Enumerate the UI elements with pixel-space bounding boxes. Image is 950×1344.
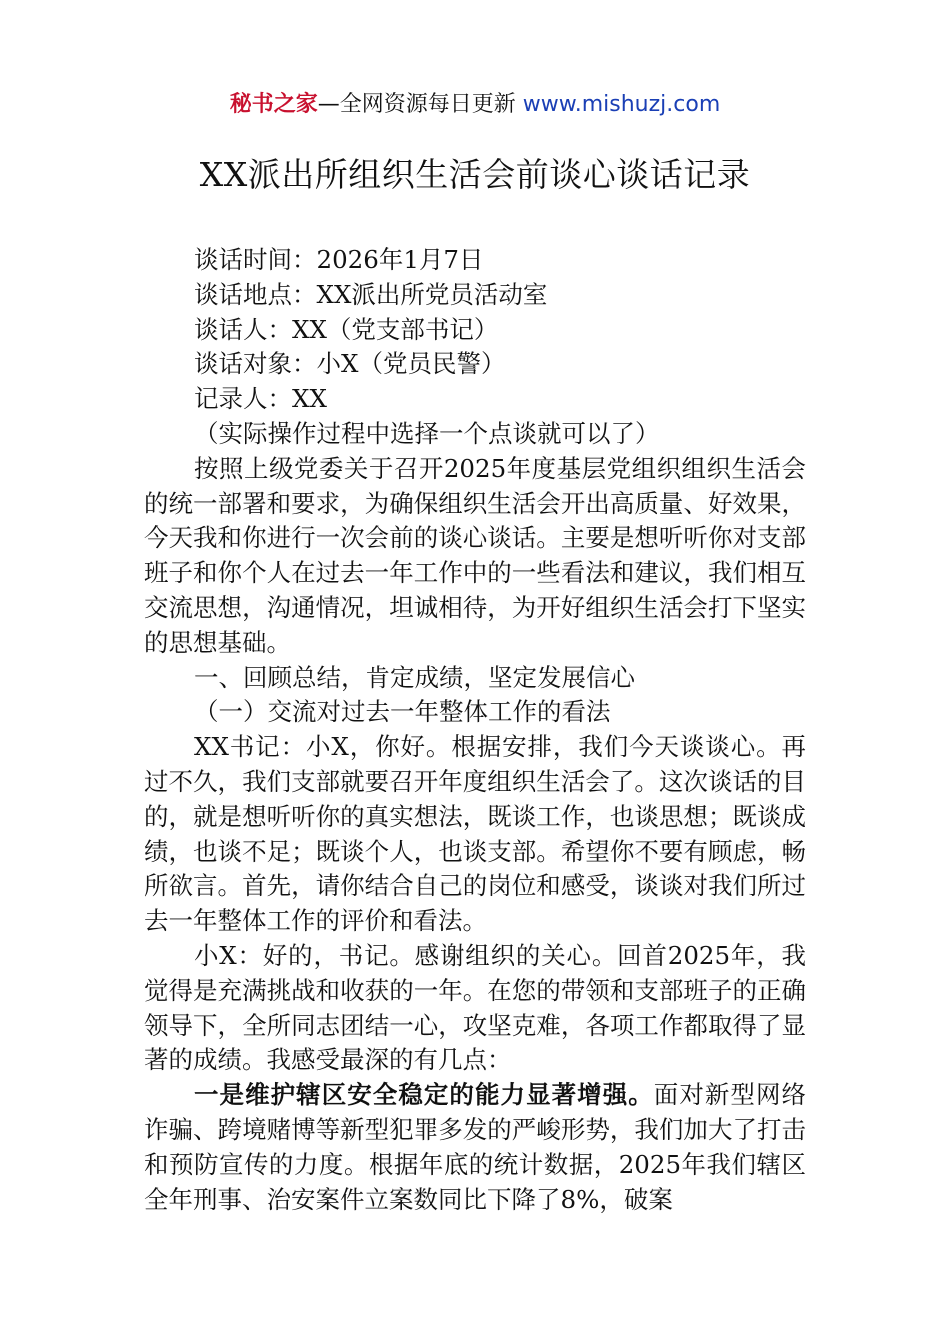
meta-time: 谈话时间：2026年1月7日 bbox=[194, 245, 484, 274]
paragraph-reply: 小X：好的，书记。感谢组织的关心。回首2025年，我觉得是充满挑战和收获的一年。在您的带领和支部班子的正确领导下，全所同志团结一心，攻坚克难，各项工作都取得了显著的成绩。我感受最深的有几点： bbox=[144, 940, 806, 1075]
subsection-heading-1: （一）交流对过去一年整体工作的看法 bbox=[194, 697, 611, 727]
meta-recorder: 记录人：XX bbox=[194, 384, 327, 414]
meta-speaker: 谈话人：XX（党支部书记） bbox=[194, 314, 499, 344]
paragraph-secretary: XX书记：小X，你好。根据安排，我们今天谈谈心。再过不久，我们支部就要召开年度组织生活会了。这次谈话的目的，就是想听听你的真实想法，既谈工作，也谈思想；既谈成绩，也谈不足；既谈个人，也谈支部。希望你不要有顾虑，畅所欲言。首先，请你结合自己的岗位和感受，谈谈对我们所过去一年整体工作的评价和看法。 bbox=[144, 732, 806, 936]
document-body bbox=[144, 243, 806, 1217]
paragraph-point-one bbox=[144, 1078, 806, 1217]
meta-note: （实际操作过程中选择一个点谈就可以了） bbox=[194, 418, 660, 448]
paragraph-intro: 按照上级党委关于召开2025年度基层党组织组织生活会的统一部署和要求，为确保组织生活会开出高质量、好效果，今天我和你进行一次会前的谈心谈话。主要是想听听你对支部班子和你个人在过去一年工作中的一些看法和建议，我们相互交流思想，沟通情况，坦诚相待，为开好组织生活会打下坚实的思想基础。 bbox=[144, 453, 806, 657]
meta-target: 谈话对象：小X（党员民警） bbox=[194, 349, 506, 379]
section-heading-1: 一、回顾总结，肯定成绩，坚定发展信心 bbox=[194, 662, 635, 692]
point-one-text: 面对新型网络诈骗、跨境赌博等新型犯罪多发的严峻形势，我们加大了打击和预防宣传的力度。根据年底的统计数据，2025年我们辖区全年刑事、治安案件立案数同比下降了8%，破案 bbox=[144, 1080, 806, 1214]
document-title: XX派出所组织生活会前谈心谈话记录 bbox=[199, 155, 751, 194]
site-header bbox=[0, 88, 950, 122]
point-one-lead: 一是维护辖区安全稳定的能力显著增强。 bbox=[194, 1080, 654, 1110]
site-url-link[interactable]: www.mishuzj.com bbox=[522, 92, 721, 117]
header-slogan: —全网资源每日更新 bbox=[317, 92, 523, 117]
meta-place: 谈话地点：XX派出所党员活动室 bbox=[194, 279, 548, 309]
brand-name: 秘书之家 bbox=[229, 92, 318, 117]
